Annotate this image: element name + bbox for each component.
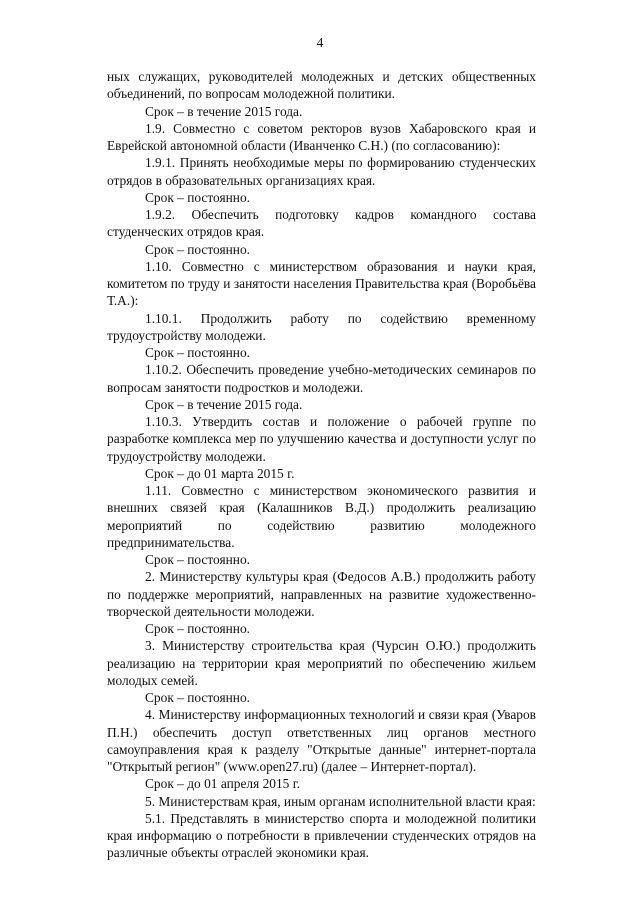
deadline-line: Срок – постоянно. [145, 690, 251, 705]
clause-5: 5. Министерствам края, иным органам исполнительной власти края: [145, 793, 536, 809]
deadline-line: Срок – постоянно. [145, 552, 251, 567]
clause-3: 3. Министерству строительства края (Чурсин О.Ю.) продолжить реализацию на территории края мероприятий по обеспечению жильем молодых семей. [107, 638, 536, 688]
clause-1-9: 1.9. Совместно с советом ректоров вузов Хабаровского края и Еврейской автономной области (Иванченко С.Н.) (по согласованию): [107, 120, 536, 153]
deadline-line: Срок – до 01 марта 2015 г. [145, 465, 295, 481]
clause-1-9-1: 1.9.1. Принять необходимые меры по формированию студенческих отрядов в образовательных организациях края. [107, 155, 536, 188]
clause-1-10-1: 1.10.1. Продолжить работу по содействию временному трудоустройству молодежи. [107, 310, 536, 343]
clause-5-1: 5.1. Представлять в министерство спорта и молодежной политики края информацию о потребности в привлечении студенческих отрядов на различные объекты отраслей экономики края. [107, 810, 536, 861]
deadline-line: Срок – постоянно. [145, 189, 251, 205]
deadline-line: Срок – в течение 2015 года. [145, 103, 303, 119]
clause-1-10-3: 1.10.3. Утвердить состав и положение о рабочей группе по разработке комплекса мер по улучшению качества и доступности услуг по трудоустройству молодежи. [107, 414, 536, 464]
deadline-line: Срок – до 01 апреля 2015 г. [145, 776, 301, 792]
clause-2: 2. Министерству культуры края (Федосов А.В.) продолжить работу по поддержке мероприятий, направленных на развитие художественно-творческой деятельности молодежи. [107, 569, 536, 619]
clause-1-11: 1.11. Совместно с министерством экономического развития и внешних связей края (Калашников В.Д.) продолжить реализацию мероприятий по содействию развитию молодежного предпринимательства. [107, 483, 536, 550]
clause-1-10: 1.10. Совместно с министерством образования и науки края, комитетом по труду и занятости населения Правительства края (Воробьёва Т.А.): [107, 258, 536, 309]
clause-1-10-2: 1.10.2. Обеспечить проведение учебно-методических семинаров по вопросам занятости подростков и молодежи. [107, 362, 536, 395]
clause-1-9-2: 1.9.2. Обеспечить подготовку кадров командного состава студенческих отрядов края. [107, 207, 536, 240]
deadline-line: Срок – постоянно. [145, 241, 251, 257]
deadline-line: Срок – постоянно. [145, 345, 251, 360]
document-body [107, 68, 536, 862]
page-number: 4 [316, 35, 324, 50]
paragraph-continuation: ных служащих, руководителей молодежных и детских общественных объединений, по вопросам молодежной политики. [107, 69, 536, 102]
deadline-line: Срок – постоянно. [145, 621, 251, 636]
deadline-line: Срок – в течение 2015 года. [145, 396, 303, 412]
clause-4: 4. Министерству информационных технологий и связи края (Уваров П.Н.) обеспечить доступ ответственных лиц органов местного самоуправления края к разделу "Открытые данные" интернет-портала "Открытый регион" (www.open27.ru) (далее – Интернет-портал). [107, 707, 536, 774]
